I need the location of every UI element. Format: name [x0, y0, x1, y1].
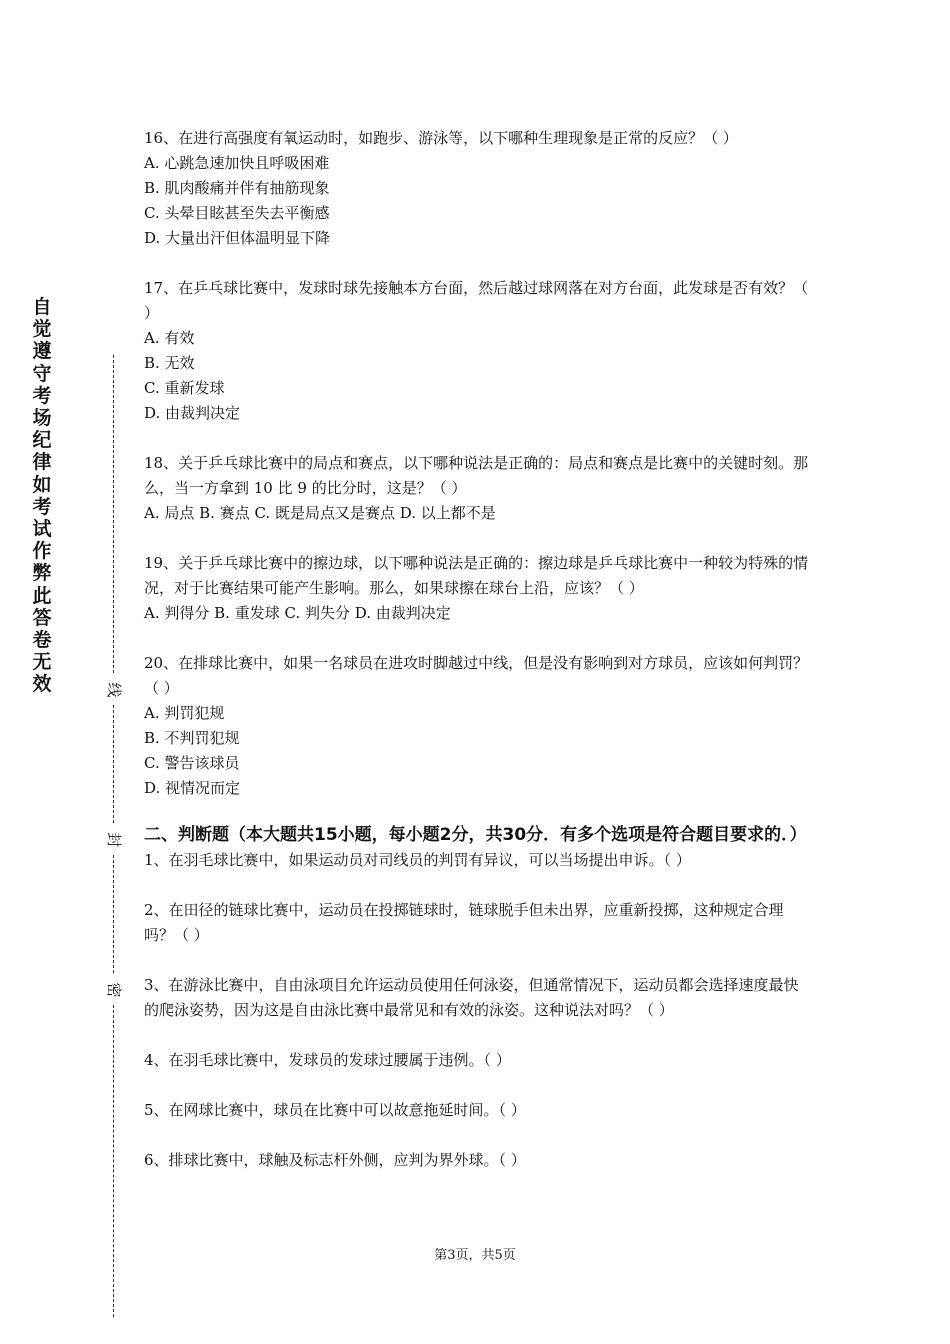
cut-label-line: 线 — [106, 680, 122, 700]
options-inline: A. 局点 B. 赛点 C. 既是局点又是赛点 D. 以上都不是 — [144, 504, 496, 522]
warning-char: 场 — [32, 407, 52, 430]
warning-char: 觉 — [32, 318, 52, 341]
cut-line-segment — [113, 855, 114, 973]
warning-char: 律 — [32, 451, 52, 474]
question-stem: 18、关于乒乓球比赛中的局点和赛点，以下哪种说法是正确的：局点和赛点是比赛中的关键时刻。那么，当一方拿到 10 比 9 的比分时，这是？（ ） — [144, 454, 809, 497]
option-b: B. 无效 — [144, 354, 195, 372]
question-stem: 16、在进行高强度有氧运动时，如跑步、游泳等，以下哪种生理现象是正常的反应？（ ） — [144, 129, 738, 147]
exam-content — [144, 126, 812, 1173]
tf-question-5: 5、在网球比赛中，球员在比赛中可以故意拖延时间。（ ） — [144, 1101, 526, 1119]
option-a: A. 判罚犯规 — [144, 704, 225, 722]
tf-question-3: 3、在游泳比赛中，自由泳项目允许运动员使用任何泳姿，但通常情况下，运动员都会选择速度最快的爬泳姿势，因为这是自由泳比赛中最常见和有效的泳姿。这种说法对吗？（ ） — [144, 976, 799, 1019]
tf-question-4: 4、在羽毛球比赛中，发球员的发球过腰属于违例。（ ） — [144, 1051, 511, 1069]
tf-question-1: 1、在羽毛球比赛中，如果运动员对司线员的判罚有异议，可以当场提出申诉。（ ） — [144, 851, 691, 869]
warning-char: 此 — [32, 584, 52, 607]
option-a: A. 有效 — [144, 329, 195, 347]
option-c: C. 头晕目眩甚至失去平衡感 — [144, 204, 330, 222]
warning-char: 考 — [32, 495, 52, 518]
warning-char: 如 — [32, 473, 52, 496]
warning-char: 卷 — [32, 629, 52, 652]
warning-char: 效 — [32, 673, 52, 696]
warning-char: 试 — [32, 518, 52, 541]
cut-label-seal: 封 — [106, 830, 122, 850]
cut-line-segment — [113, 1005, 114, 1317]
question-stem: 20、在排球比赛中，如果一名球员在进攻时脚越过中线，但是没有影响到对方球员，应该如何判罚？（ ） — [144, 654, 809, 697]
cut-line-segment — [113, 705, 114, 823]
option-d: D. 由裁判决定 — [144, 404, 241, 422]
warning-char: 考 — [32, 384, 52, 407]
cut-label-secret: 密 — [106, 980, 122, 1000]
warning-char: 弊 — [32, 562, 52, 585]
exam-discipline-warning — [30, 296, 54, 696]
option-a: A. 心跳急速加快且呼吸困难 — [144, 154, 330, 172]
warning-char: 无 — [32, 651, 52, 674]
option-d: D. 大量出汗但体温明显下降 — [144, 229, 331, 247]
question-18 — [144, 451, 812, 526]
option-c: C. 重新发球 — [144, 379, 225, 397]
option-c: C. 警告该球员 — [144, 754, 240, 772]
question-17 — [144, 276, 812, 426]
true-false-list — [144, 848, 812, 1173]
warning-char: 作 — [32, 540, 52, 563]
tf-question-2: 2、在田径的链球比赛中，运动员在投掷链球时，链球脱手但未出界，应重新投掷，这种规定合理吗？（ ） — [144, 901, 784, 944]
page-number: 第3页，共5页 — [434, 1248, 516, 1263]
warning-char: 纪 — [32, 429, 52, 452]
cut-line-segment — [113, 355, 114, 673]
warning-char: 答 — [32, 606, 52, 629]
option-b: B. 不判罚犯规 — [144, 729, 240, 747]
section-heading-true-false: 二、判断题（本大题共15小题，每小题2分，共30分．有多个选项是符合题目要求的．） — [144, 825, 807, 845]
option-b: B. 肌肉酸痛并伴有抽筋现象 — [144, 179, 330, 197]
options-inline: A. 判得分 B. 重发球 C. 判失分 D. 由裁判决定 — [144, 604, 451, 622]
warning-char: 自 — [32, 296, 52, 318]
question-20 — [144, 651, 812, 801]
warning-char: 守 — [32, 362, 52, 385]
warning-char: 遵 — [32, 340, 52, 363]
option-d: D. 视情况而定 — [144, 779, 241, 797]
question-16 — [144, 126, 812, 251]
question-stem: 19、关于乒乓球比赛中的擦边球，以下哪种说法是正确的：擦边球是乒乓球比赛中一种较为特殊的情况，对于比赛结果可能产生影响。那么，如果球擦在球台上沿，应该？（ ） — [144, 554, 809, 597]
question-19 — [144, 551, 812, 626]
question-stem: 17、在乒乓球比赛中，发球时球先接触本方台面，然后越过球网落在对方台面，此发球是否有效？（ ） — [144, 279, 809, 322]
tf-question-6: 6、排球比赛中，球触及标志杆外侧，应判为界外球。（ ） — [144, 1151, 526, 1169]
